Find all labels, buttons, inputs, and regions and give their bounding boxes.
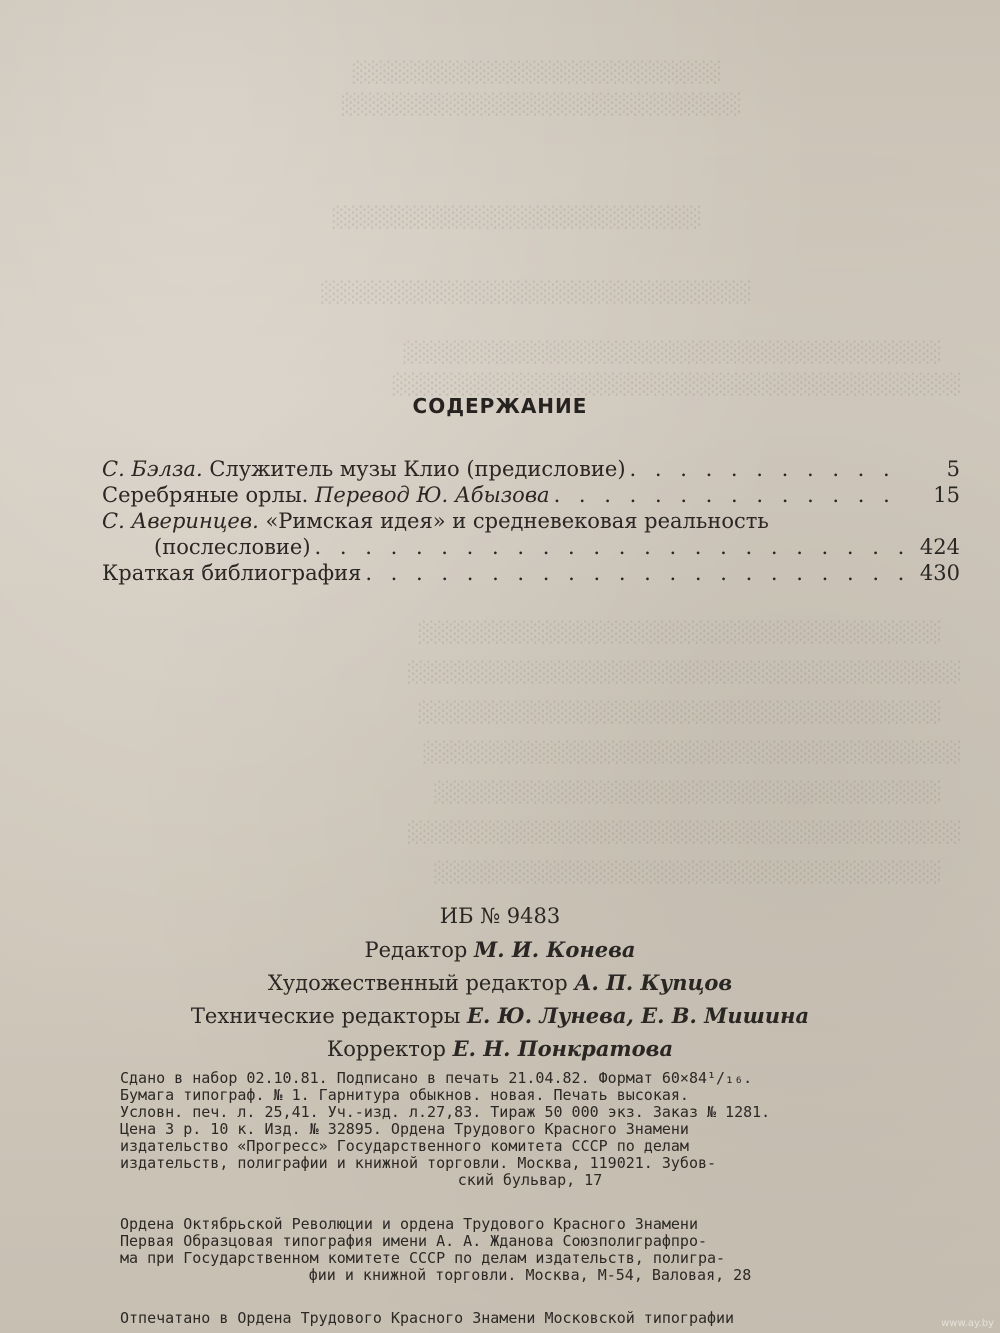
toc-entry-author: С. Аверинцев. [102,509,259,533]
editor-line [0,937,1000,962]
toc-page-number: 424 [919,535,960,559]
toc-entry-translator: Перевод Ю. Абызова [315,483,550,507]
publication-details [120,1070,940,1189]
toc-entry-text: Серебряные орлы. [102,483,309,507]
toc-leader-dots [365,560,910,586]
toc-leader-dots [630,456,910,482]
toc-leader-dots [554,482,910,508]
toc-entry-title [102,456,626,482]
toc-page-number: 5 [946,457,960,481]
bleed-through-texture: ░░░░░░░░░░░░░░░░░░░░░░░░ ░░░░░░░░░░░░░░░░░░░░░░░░░░ ░░░░░░░░░░░░░░░░░░░░░░░░ ░░░░░░░░░░░░░░░░░░░░░░░░░░░░ ░░░░░░░░░░░░░░░░░░░░░░░░░░░░░░░░░░░ ░░░░░░░░░░░░░░░░░░░░░░░░░░░░░░░░░░░░░ ░░░░░░░░░░░░░░░░░░░░░░░░░░░░░░░░░░ ░░░░░░░░░░░░░░░░░░░░░░░░░░░░░░░░░░░░ ░░░░░░░░░░░░░░░░░░░░░░░░░░░░░░░░░░ ░░░░░░░░░░░░░░░░░░░░░░░░░░░░░░░░░░░ ░░░░░░░░░░░░░░░░░░░░░░░░░░░░░░░░░ ░░░░░░░░░░░░░░░░░░░░░░░░░░░░░░░░░░░░ ░░░░░░░░░░░░░░░░░░░░░░░░░░░░░░░░░ [319,60,960,884]
publication-details-line: Цена 3 р. 10 к. Изд. № 32895. Ордена Трудового Красного Знамени [120,1121,689,1138]
publication-details-line: Бумага типограф. № 1. Гарнитура обыкнов. новая. Печать высокая. [120,1087,689,1104]
publication-details-line: издательство «Прогресс» Государственного комитета СССР по делам [120,1138,689,1155]
corrector-name: Е. Н. Понкратова [452,1036,674,1061]
toc-entry-text: «Римская идея» и средневековая реальность [265,509,769,533]
publication-details-line: Условн. печ. л. 25,41. Уч.-изд. л.27,83. Тираж 50 000 экз. Заказ № 1281. [120,1104,771,1121]
toc-entry-author: С. Бэлза. [102,457,203,481]
toc-entry-text: Краткая библиография [102,561,362,585]
toc-entry-continuation [102,534,960,560]
tech-editors-line [0,1003,1000,1028]
publication-details-line: ский бульвар, 17 [457,1172,603,1189]
art-editor-label: Художественный редактор [267,971,568,995]
ib-number: ИБ № 9483 [439,904,561,928]
toc-entry [102,482,960,508]
toc-page-number: 15 [933,483,960,507]
printer-details [120,1216,940,1284]
corrector-label: Корректор [326,1037,446,1061]
printer-details-line: фии и книжной торговли. Москва, М-54, Валовая, 28 [308,1267,752,1284]
toc-leader-dots [315,534,910,560]
toc-heading: СОДЕРЖАНИЕ [412,394,588,418]
toc-entry-text-continuation: (послесловие) [154,535,311,559]
table-of-contents [102,456,960,586]
printer-details-line: Ордена Октябрьской Революции и ордена Трудового Красного Знамени [120,1216,698,1233]
tech-editors-names: Е. Ю. Лунева, Е. В. Мишина [467,1003,810,1028]
art-editor-line [0,970,1000,995]
editor-name: М. И. Конева [474,937,636,962]
printed-at-line: Отпечатано в Ордена Трудового Красного Знамени Московской типографии [120,1310,735,1327]
toc-entry-text: Служитель музы Клио (предисловие) [209,457,626,481]
tech-editors-label: Технические редакторы [190,1004,461,1028]
art-editor-name: А. П. Купцов [574,970,733,995]
toc-entry-title [102,508,769,534]
toc-page-number: 430 [919,561,960,585]
editor-label: Редактор [364,938,468,962]
publication-details-line: издательств, полиграфии и книжной торговли. Москва, 119021. Зубов- [120,1155,717,1172]
printer-details-line: ма при Государственном комитете СССР по делам издательств, полигра- [120,1250,726,1267]
publication-details-line: Сдано в набор 02.10.81. Подписано в печать 21.04.82. Формат 60×84¹/₁₆. [120,1070,753,1087]
toc-entry [102,508,960,534]
toc-entry [102,560,960,586]
printer-details-line: Первая Образцовая типография имени А. А. Жданова Союзполиграфпро- [120,1233,707,1250]
site-watermark: www.ay.by [941,1318,994,1329]
toc-entry-title [102,482,550,508]
printed-at [120,1310,940,1327]
corrector-line [0,1036,1000,1061]
toc-entry [102,456,960,482]
